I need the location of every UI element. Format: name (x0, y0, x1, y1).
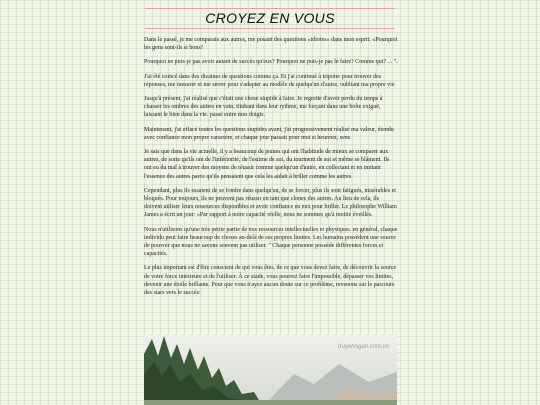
paragraph: Je sais que dans la vie actuelle, il y a beaucoup de jeunes qui ont l'habitude de mieux se comparer aux autres, de sorte qu'ils ont de l'infériorité, de l'estime de soi, du tourment de soi et même se blâment. Ils ont eu du mal à trouver des moyens de réussir comme quelqu'un d'autre, en collectant et en imitant l'essence des autres parce qu'ils pensaient que cela les aidait à briller comme les autres. (144, 149, 390, 180)
paragraph: Dans le passé, je me comparais aux autres, me posant des questions «idiotes» dans mon esprit: «Pourquoi les gens sont-ils si bons? (144, 37, 398, 52)
paragraph: Le plus important est d'être conscient de qui vous êtes, de ce que vous devez faire, de découvrir la source de votre force intérieure et de l'utiliser. À ce stade, vous pourrez faire l'impossible, dépasser vos limites, devenir une étoile brillante. Pour que vous n'ayez aucun doute sur ce problème, revenons sur le parcours des stars vers le succès: (144, 265, 397, 297)
image-watermark: truyenngan.com.vn (337, 344, 389, 350)
paragraph: J'ai été coincé dans des dizaines de questions comme ça. Et j'ai continué à tripoter pour trouver des réponses, me mesurer et me serrer pour s'adapter au modèle de quelqu'un d'autre, oubliant ma propre vie (144, 73, 395, 88)
paragraph: Cependant, plus ils essaient de se fondre dans quelqu'un, de se forcer, plus ils sont fatigués, misérables et bloqués. Pour toujours, ils ne peuvent pas réussir en tant que clones des autres. Au lieu de cela, ils doivent utiliser leurs ressources disponibles et avoir confiance en eux pour briller. Le philosophe William James a écrit un jour: «Par rapport à notre capacité réelle, nous ne sommes qu'à moitié éveillés. (144, 187, 397, 219)
paragraph: Jusqu'à présent, j'ai réalisé que c'était une chose stupide à faire. Je regrette d'avoir perdu du temps à chasser les ombres des autres en vain, titubant dans leur rythme, me forçant dans une boîte exiguë, laissant le bien dans la vie. passé entre mes doigts. (144, 96, 383, 119)
title-block (145, 6, 395, 28)
landscape-photo (144, 334, 397, 405)
article-body (144, 36, 398, 303)
paragraph: Maintenant, j'ai effacé toutes les questions stupides avant, j'ai progressivement réalisé ma valeur, étendu avec confiance mon propre caractère, et chaque jour passait pour moi si heureux, sens. (144, 126, 394, 141)
paragraph: Pourquoi ne puis-je pas avoir autant de succès qu'eux? Pourquoi ne puis-je pas le faire? Comme qui? ... ". (144, 59, 398, 66)
title-rule-bottom (145, 28, 395, 29)
paragraph: Nous n'utilisons qu'une très petite partie de nos ressources intellectuelles et physiques. en général, chaque individu peut faire beaucoup de choses au-delà de ses propres limites. Les humains possèdent une source de pouvoir que nous ne savons souvent pas utiliser. " Chaque personne possède différentes forces et capacités. (144, 226, 398, 258)
page-title: CROYEZ EN VOUS (205, 10, 335, 26)
